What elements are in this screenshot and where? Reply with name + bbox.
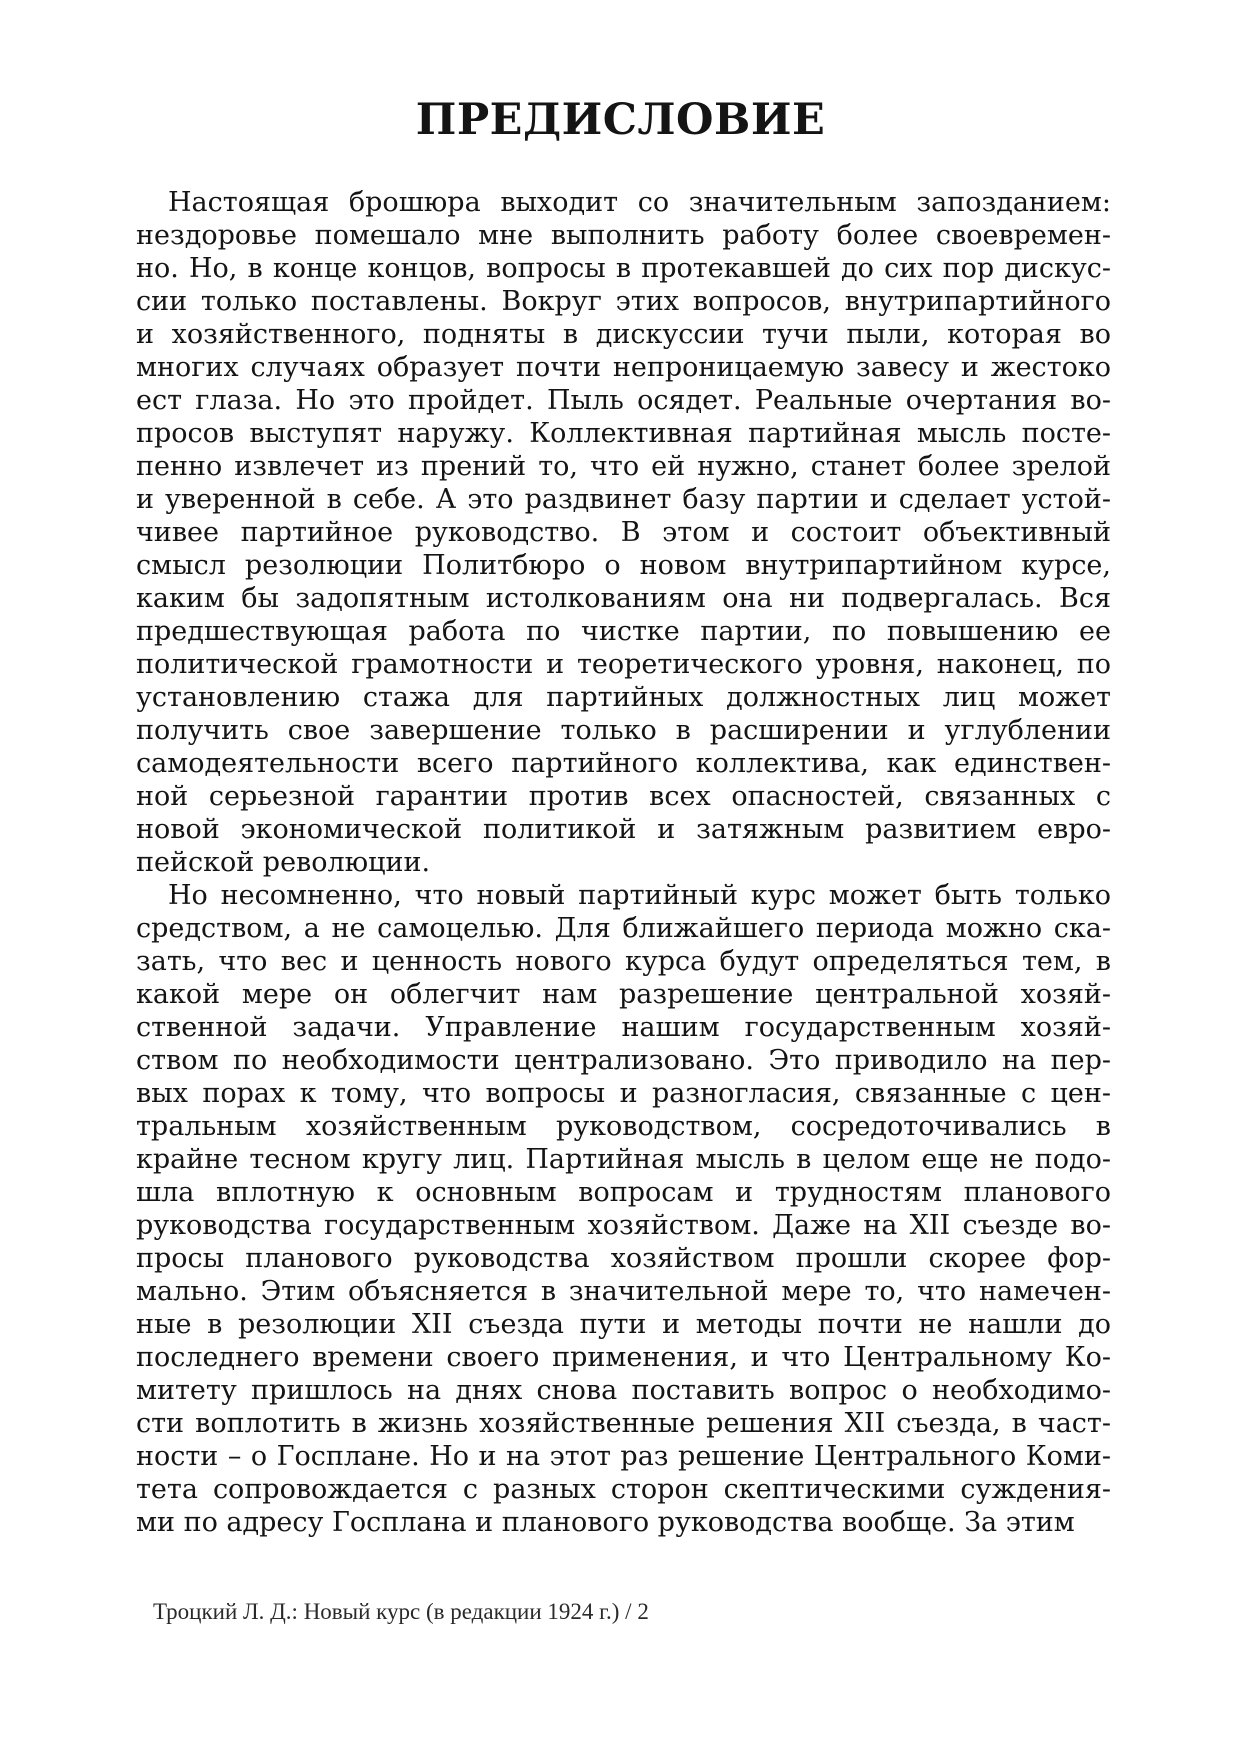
text-line: чивее партийное руководство. В этом и состоит объективный [136,517,1111,548]
text-line: ми по адресу Госплана и планового руководства вообще. За этим [136,1507,1075,1538]
text-line: сти воплотить в жизнь хозяйственные решения XII съезда, в част- [136,1408,1111,1439]
text-line: последнего времени своего применения, и что Центральному Ко- [136,1342,1111,1373]
text-line: нездоровье помешало мне выполнить работу более своевремен- [136,220,1111,251]
text-line: вых порах к тому, что вопросы и разногласия, связанные с цен- [136,1078,1111,1109]
text-line: крайне тесном кругу лиц. Партийная мысль в целом еще не подо- [136,1144,1111,1175]
page-title: ПРЕДИСЛОВИЕ [415,95,826,145]
text-line: и хозяйственного, подняты в дискуссии тучи пыли, которая во [136,319,1111,350]
text-line: и уверенной в себе. А это раздвинет базу партии и сделает устой- [136,484,1111,515]
text-line: смысл резолюции Политбюро о новом внутрипартийном курсе, [136,550,1111,581]
text-line: ством по необходимости централизовано. Это приводило на пер- [136,1045,1111,1076]
text-line: новой экономической политикой и затяжным развитием евро- [136,814,1111,845]
page-footer: Троцкий Л. Д.: Новый курс (в редакции 1924 г.) / 2 [153,1599,649,1624]
text-line: установлению стажа для партийных должностных лиц может [136,682,1111,713]
text-line: политической грамотности и теоретического уровня, наконец, по [136,649,1111,680]
text-line: ственной задачи. Управление нашим государственным хозяй- [136,1012,1111,1043]
paragraph-2 [136,879,1111,1539]
text-line: каким бы задопятным истолкованиям она ни подвергалась. Вся [136,583,1111,614]
text-line: мально. Этим объясняется в значительной мере то, что намечен- [136,1276,1111,1307]
text-line: но. Но, в конце концов, вопросы в протекавшей до сих пор дискус- [136,253,1111,284]
text-line: сии только поставлены. Вокруг этих вопросов, внутрипартийного [136,286,1111,317]
paragraph-1 [136,186,1111,879]
text-line: пейской революции. [136,847,431,878]
text-line: предшествующая работа по чистке партии, по повышению ее [136,616,1111,647]
text-line: самодеятельности всего партийного коллектива, как единствен- [136,748,1111,779]
text-line: какой мере он облегчит нам разрешение центральной хозяй- [136,979,1111,1010]
text-line: пенно извлечет из прений то, что ей нужно, станет более зрелой [136,451,1111,482]
text-line: ные в резолюции XII съезда пути и методы почти не нашли до [136,1309,1111,1340]
text-line: просы планового руководства хозяйством прошли скорее фор- [136,1243,1111,1274]
text-line: шла вплотную к основным вопросам и трудностям планового [136,1177,1111,1208]
text-line: зать, что вес и ценность нового курса будут определяться тем, в [136,946,1111,977]
text-line: просов выступят наружу. Коллективная партийная мысль посте- [136,418,1111,449]
text-line: ной серьезной гарантии против всех опасностей, связанных с [136,781,1111,812]
text-line: получить свое завершение только в расширении и углублении [136,715,1111,746]
text-line: ест глаза. Но это пройдет. Пыль осядет. Реальные очертания во- [136,385,1111,416]
text-line: руководства государственным хозяйством. Даже на XII съезде во- [136,1210,1111,1241]
text-line: тета сопровождается с разных сторон скептическими суждения- [136,1474,1111,1505]
body-text [136,186,1111,1539]
text-line: многих случаях образует почти непроницаемую завесу и жестоко [136,352,1111,383]
text-line: средством, а не самоцелью. Для ближайшего периода можно ска- [136,913,1111,944]
text-line: митету пришлось на днях снова поставить вопрос о необходимо- [136,1375,1111,1406]
text-line: Настоящая брошюра выходит со значительным запозданием: [168,187,1111,218]
text-line: тральным хозяйственным руководством, сосредоточивались в [136,1111,1111,1142]
text-line: Но несомненно, что новый партийный курс может быть только [168,880,1111,911]
text-line: ности – о Госплане. Но и на этот раз решение Центрального Коми- [136,1441,1111,1472]
